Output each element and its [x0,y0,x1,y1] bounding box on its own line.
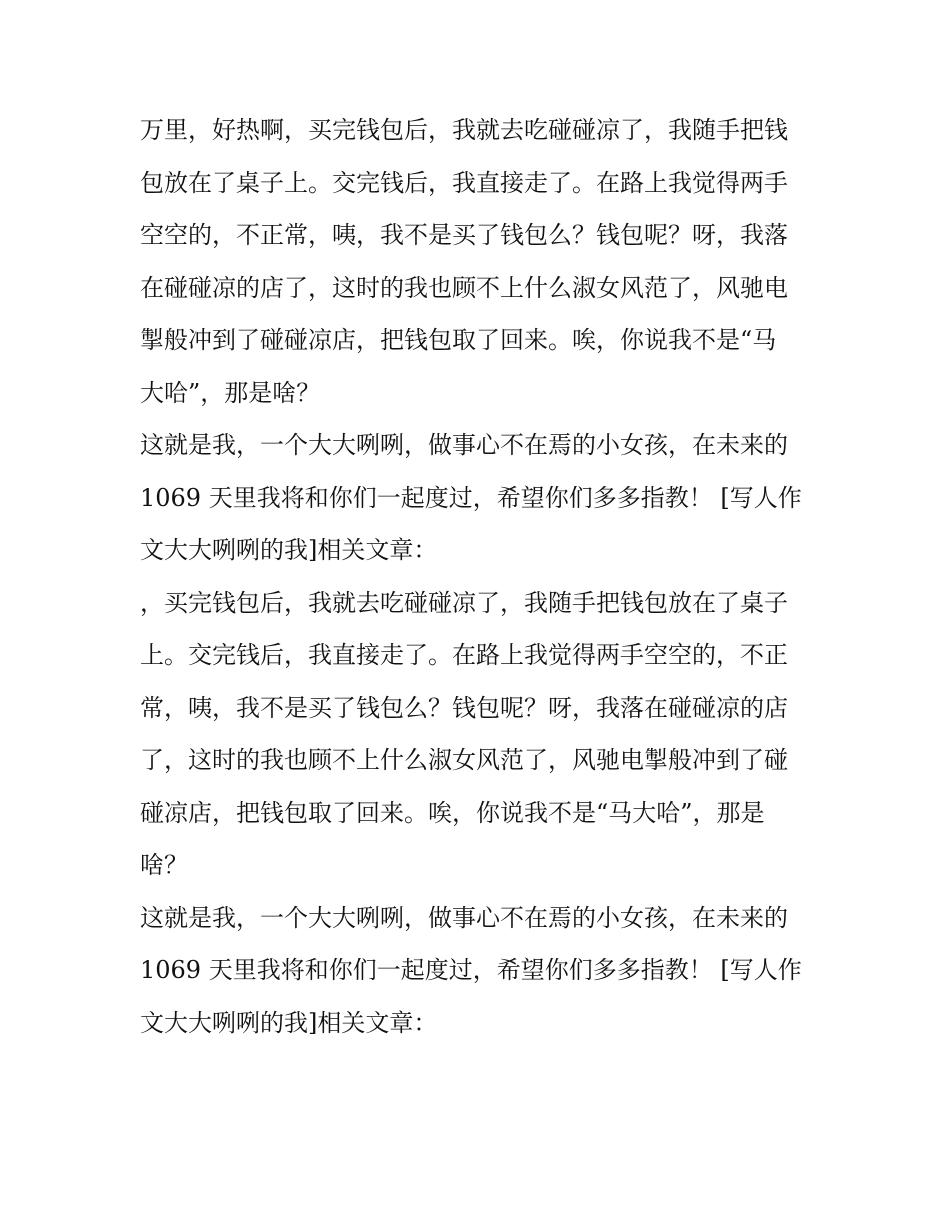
text-line: 大哈”，那是啥？ [140,378,321,407]
text-line: 了，这时的我也顾不上什么淑女风范了，风驰电掣般冲到了碰 [140,746,788,774]
text-line: 常，咦，我不是买了钱包么？钱包呢？呀，我落在碰碰凉的店 [140,693,788,722]
document-body [140,104,812,1049]
paragraph-2 [140,419,812,577]
text-line: 文大大咧咧的我]相关文章： [140,1008,438,1037]
text-line: 这就是我，一个大大咧咧，做事心不在焉的小女孩，在未来的 [140,903,788,932]
text-line: 文大大咧咧的我]相关文章： [140,536,438,564]
text-line: 在碰碰凉的店了，这时的我也顾不上什么淑女风范了，风驰电 [140,273,788,302]
text-line: 包放在了桌子上。交完钱后，我直接走了。在路上我觉得两手 [140,168,788,197]
paragraph-4 [140,892,812,1050]
text-line: 上。交完钱后，我直接走了。在路上我觉得两手空空的，不正 [140,641,788,669]
text-line: 这就是我，一个大大咧咧，做事心不在焉的小女孩，在未来的 [140,431,788,459]
text-line: 啥？ [140,851,188,879]
text-line: ，买完钱包后，我就去吃碰碰凉了，我随手把钱包放在了桌子 [140,588,788,617]
text-line: 空空的，不正常，咦，我不是买了钱包么？钱包呢？呀，我落 [140,221,788,249]
paragraph-3 [140,577,812,892]
text-line: 万里，好热啊，买完钱包后，我就去吃碰碰凉了，我随手把钱 [140,116,788,144]
text-line: 掣般冲到了碰碰凉店，把钱包取了回来。唉，你说我不是“马 [140,326,777,354]
paragraph-1 [140,104,812,419]
text-line: 1069 天里我将和你们一起度过，希望你们多多指教！ [写人作 [140,956,802,984]
text-line: 1069 天里我将和你们一起度过，希望你们多多指教！ [写人作 [140,483,802,512]
text-line: 碰凉店，把钱包取了回来。唉，你说我不是“马大哈”，那是 [140,798,765,827]
